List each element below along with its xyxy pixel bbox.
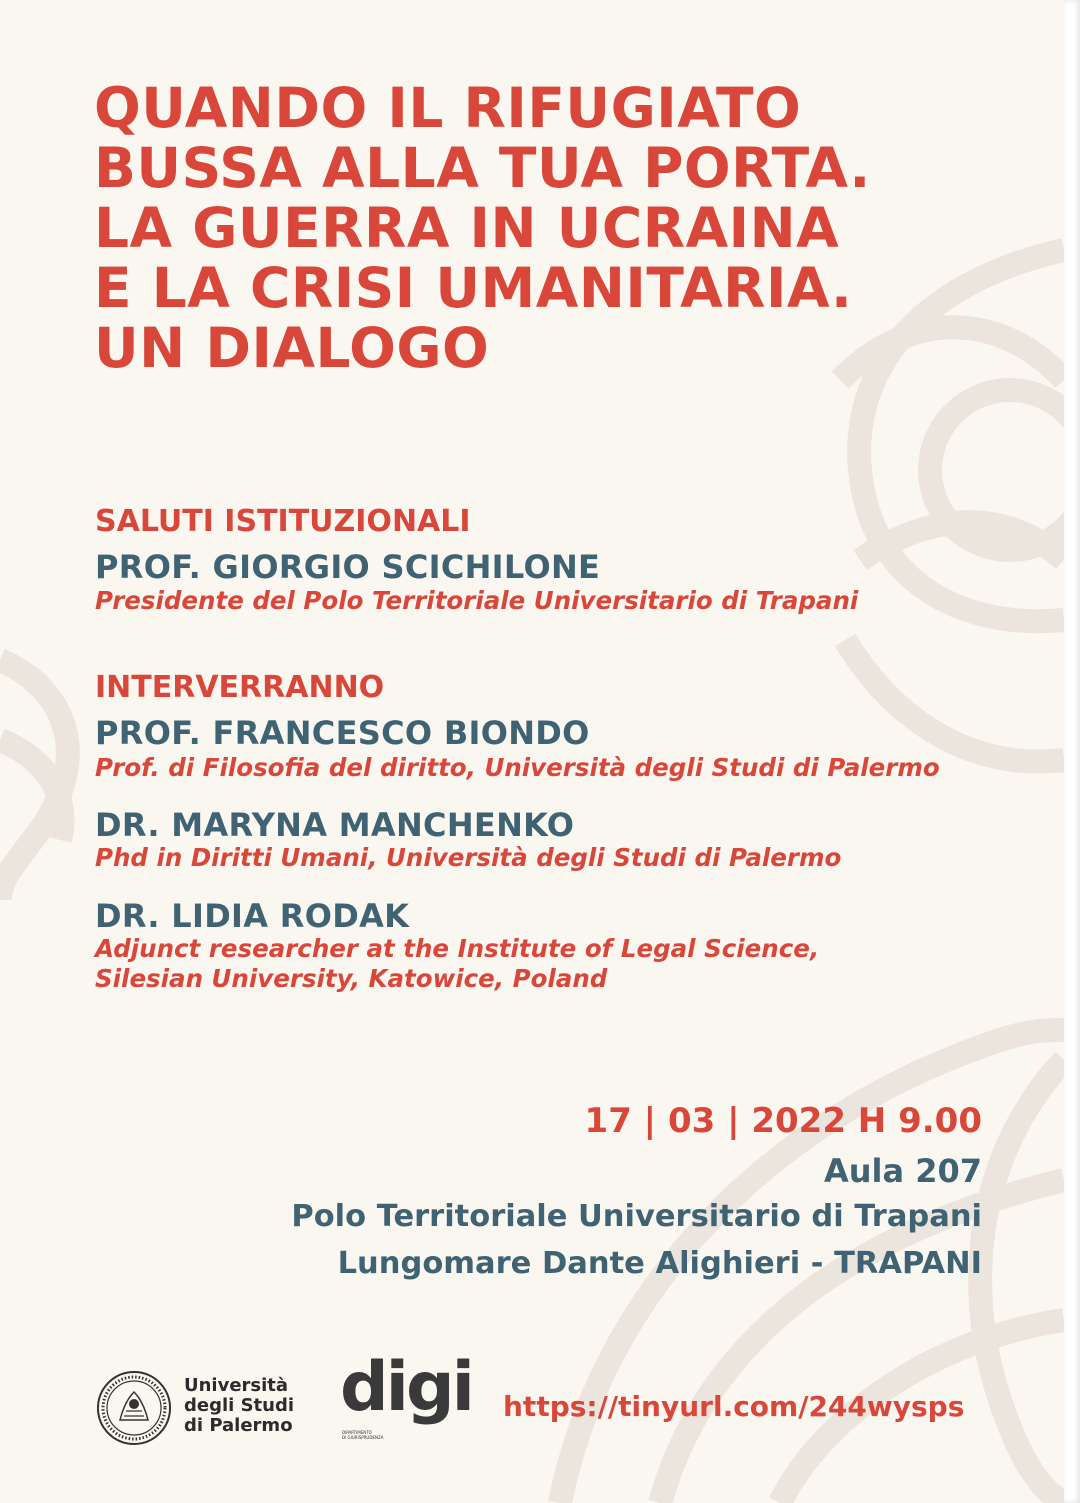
speakers-heading: INTERVERRANNO	[95, 670, 385, 705]
speaker-name: DR. MARYNA MANCHENKO	[95, 806, 575, 844]
digi-logo-subtitle	[342, 1430, 383, 1440]
welcome-heading: SALUTI ISTITUZIONALI	[95, 504, 471, 539]
welcome-speaker-role: Presidente del Polo Territoriale Universitario di Trapani	[95, 586, 859, 615]
event-venue: Polo Territoriale Universitario di Trapani	[291, 1199, 982, 1234]
digi-logo-word: digi	[340, 1348, 472, 1427]
title-line: UN DIALOGO	[94, 316, 490, 380]
title-line: QUANDO IL RIFUGIATO	[94, 76, 802, 140]
event-address: Lungomare Dante Alighieri - TRAPANI	[337, 1246, 982, 1281]
university-seal-icon	[96, 1370, 172, 1446]
digi-logo	[340, 1348, 472, 1448]
speaker-role: Prof. di Filosofia del diritto, Università degli Studi di Palermo	[95, 753, 940, 782]
speaker-role: Adjunct researcher at the Institute of Legal Science,	[95, 934, 820, 963]
event-title	[94, 78, 1034, 378]
speaker-role: Phd in Diritti Umani, Università degli Studi di Palermo	[95, 843, 842, 872]
title-line: E LA CRISI UMANITARIA.	[94, 256, 853, 320]
page-edge	[1064, 0, 1080, 1503]
event-date-time: 17 | 03 | 2022 H 9.00	[584, 1101, 982, 1141]
university-name-line: degli Studi	[184, 1395, 295, 1416]
university-name	[184, 1376, 294, 1436]
university-name-line: di Palermo	[184, 1415, 293, 1436]
title-line: LA GUERRA IN UCRAINA	[94, 196, 840, 260]
speaker-name: DR. LIDIA RODAK	[95, 897, 410, 935]
university-name-line: Università	[184, 1375, 289, 1396]
title-line: BUSSA ALLA TUA PORTA.	[94, 136, 871, 200]
digi-subtitle-line: DI GIURISPRUDENZA	[342, 1435, 384, 1440]
event-room: Aula 207	[823, 1152, 982, 1190]
welcome-speaker-name: PROF. GIORGIO SCICHILONE	[95, 548, 601, 586]
event-link[interactable]: https://tinyurl.com/244wysps	[503, 1390, 965, 1423]
speaker-role: Silesian University, Katowice, Poland	[95, 964, 608, 993]
digi-subtitle-line: DIPARTIMENTO	[342, 1430, 372, 1435]
speaker-name: PROF. FRANCESCO BIONDO	[95, 714, 590, 752]
